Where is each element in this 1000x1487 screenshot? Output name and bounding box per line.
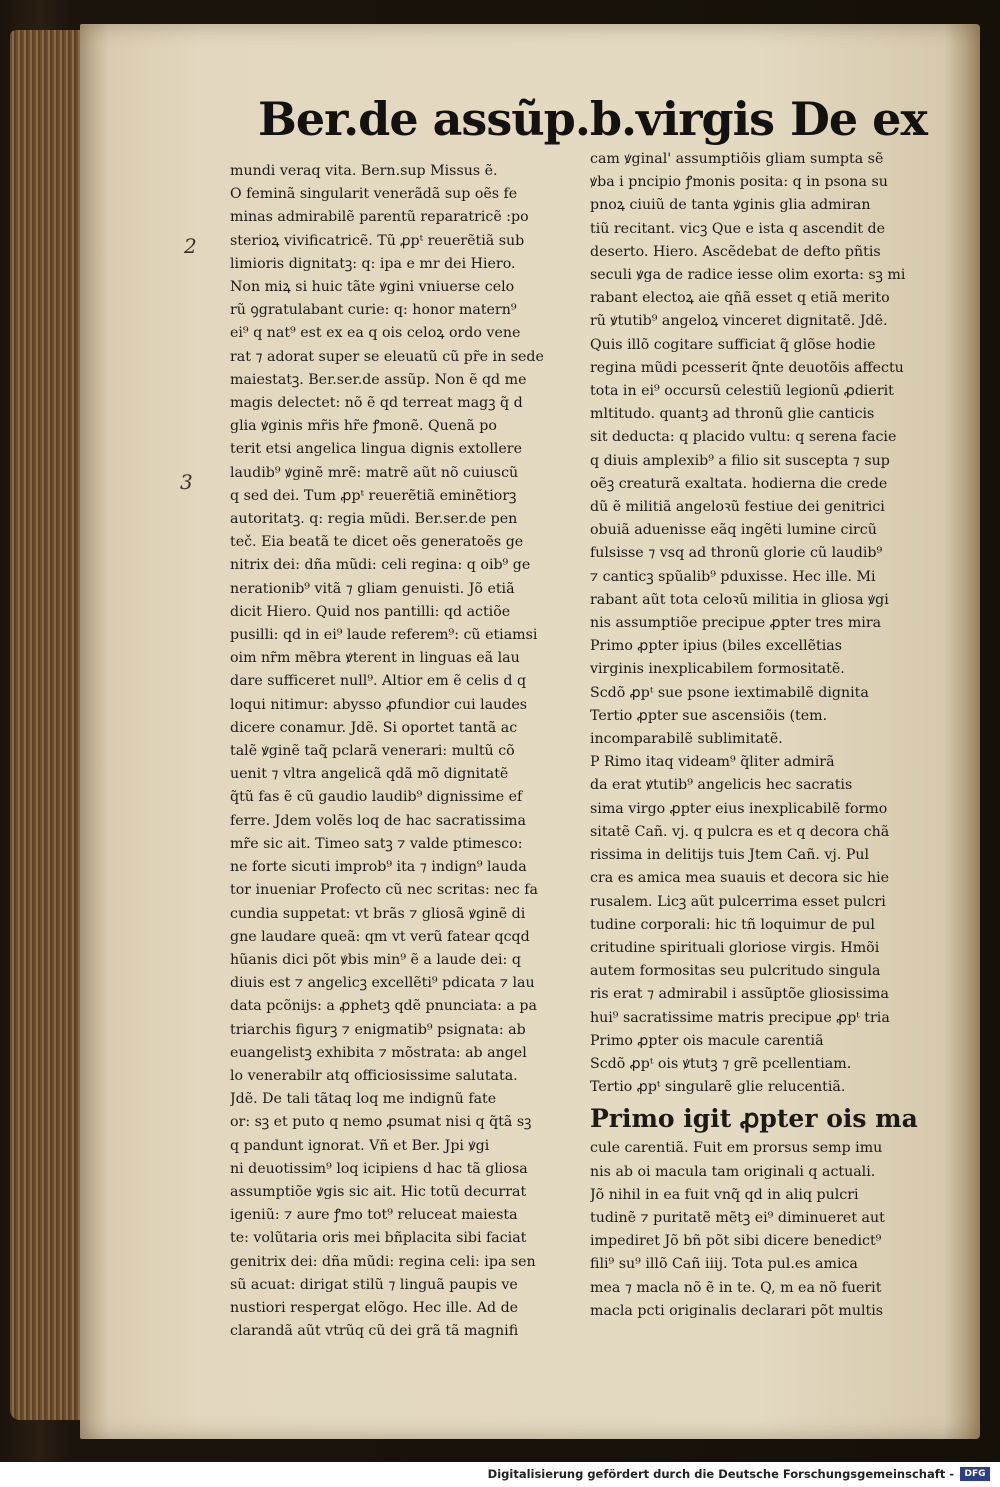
text-line: gne laudare queã: qm vt verũ fatear qcqd <box>230 928 530 945</box>
text-line: dare sufficeret null⁹. Altior em ẽ celis d q <box>230 673 527 690</box>
text-line: O feminã singularit venerãdã sup oẽs fe <box>230 186 518 203</box>
text-line: Quis illõ cogitare sufficiat q̃ glõse hodie <box>590 336 876 353</box>
text-line: Primo igit ꝓpter ois ma <box>590 1104 918 1134</box>
dfg-logo: DFG <box>960 1467 990 1481</box>
book-page-edges <box>10 30 82 1420</box>
text-line: nis assumptiõe precipue ꝓpter tres mira <box>590 615 882 632</box>
text-line: cam ꝟginal' assumptiõis gliam sumpta sẽ <box>590 151 884 167</box>
text-line: rusalem. Licꝫ aũt pulcerrima esset pulcri <box>590 893 886 910</box>
text-line: Tertio ꝓpter sue ascensiõis (tem. <box>590 707 828 724</box>
text-line: Primo ꝓpter ois macule carentiã <box>590 1032 824 1049</box>
text-line: impediret Jõ bñ põt sibi dicere benedict⁹ <box>590 1233 882 1250</box>
text-line: nis ab oi macula tam originali q actuali. <box>590 1163 876 1180</box>
text-line: te: volũtaria oris mei bñplacita sibi faciat <box>230 1230 527 1247</box>
text-line: sitatẽ Cañ. vj. q pulcra es et q decora chã <box>590 823 890 840</box>
text-line: maiestatꝫ. Ber.ser.de assũp. Non ẽ qd me <box>230 371 527 388</box>
text-line: tor inueniar Profecto cũ nec scritas: nec fa <box>230 882 538 899</box>
text-line: triarchis figurꝫ ⁊ enigmatib⁹ psignata: ab <box>230 1021 526 1038</box>
digitization-footer <box>0 1462 1000 1487</box>
text-line: nerationib⁹ vitã ⁊ gliam genuisti. Jõ etiã <box>230 580 515 597</box>
text-line: cundia suppetat: vt brãs ⁊ gliosã ꝟginẽ di <box>230 905 526 922</box>
text-line: Primo ꝓpter ipius (biles excellẽtias <box>590 638 842 655</box>
text-column-right <box>590 148 945 1323</box>
text-line: tiũ recitant. vicꝫ Que e ista q ascendit de <box>590 220 886 237</box>
text-line: obuiã aduenisse eãq ingẽti lumine circũ <box>590 522 877 539</box>
text-line: mundi veraq vita. Bern.sup Missus ẽ. <box>230 163 498 179</box>
text-line: sima virgo ꝓpter eius inexplicabilẽ formo <box>590 800 888 817</box>
text-line: terit etsi angelica lingua dignis extollere <box>230 441 522 458</box>
text-line: magis delectet: nõ ẽ qd terreat magꝫ q̃ d <box>230 395 523 412</box>
text-line: fulsisse ⁊ vsq ad thronũ glorie cũ laudib⁹ <box>590 545 883 562</box>
margin-number: 3 <box>180 470 193 494</box>
running-header-left: Ber.de assũp.b.virgis <box>258 92 774 146</box>
margin-number: 2 <box>184 234 197 258</box>
text-line: deserto. Hiero. Ascẽdebat de defto pñtis <box>590 243 881 260</box>
text-line: rũ ꝟtutib⁹ angeloꝝ vinceret dignitatẽ. Jdẽ. <box>590 313 888 330</box>
text-line: laudib⁹ ꝟginẽ mrẽ: matrẽ aũt nõ cuiuscũ <box>230 464 519 481</box>
text-line: sterioꝝ vivificatricẽ. Tũ ꝓpᵗ reuerẽtiã sub <box>230 232 525 249</box>
text-line: nitrix dei: dña mũdi: celi regina: q oib⁹ ge <box>230 557 531 574</box>
text-line: igeniũ: ⁊ aure ꝭmo tot⁹ reluceat maiesta <box>230 1207 518 1224</box>
text-line: ꝟba i pncipio ꝭmonis posita: q in psona su <box>590 174 888 191</box>
text-line: incomparabilẽ sublimitatẽ. <box>590 731 783 748</box>
text-line: q sed dei. Tum ꝓpᵗ reuerẽtiã eminẽtiorꝫ <box>230 487 517 504</box>
text-line: tudinẽ ⁊ puritatẽ mẽtꝫ ei⁹ diminueret aut <box>590 1209 885 1226</box>
text-line: ni deuotissim⁹ loq icipiens d hac tã gliosa <box>230 1160 528 1177</box>
text-line: Jdẽ. De tali tãtaq loq me indignũ fate <box>230 1091 497 1108</box>
text-line: ne forte sicuti improb⁹ ita ⁊ indign⁹ lauda <box>230 859 527 876</box>
text-line: Tertio ꝓpᵗ singularẽ glie relucentiã. <box>590 1079 846 1096</box>
text-line: da erat ꝟtutib⁹ angelicis hec sacratis <box>590 777 853 794</box>
text-line: critudine spirituali gloriose virgis. Hmõi <box>590 939 880 956</box>
text-line: autem formositas seu pulcritudo singula <box>590 963 881 980</box>
text-line: ⁊ canticꝫ spũalib⁹ pduxisse. Hec ille. Mi <box>590 568 876 585</box>
text-line: Jõ nihil in ea fuit vnq̃ qd in aliq pulcri <box>590 1186 859 1203</box>
text-line: ei⁹ q nat⁹ est ex ea q ois celoꝝ ordo vene <box>230 325 521 342</box>
text-line: seculi ꝟga de radice iesse olim exorta: sꝫ mi <box>590 267 906 284</box>
text-line: Non miꝝ si huic tãte ꝟgini vniuerse celo <box>230 279 515 296</box>
text-line: virginis inexplicabilem formositatẽ. <box>590 661 845 678</box>
text-line: hũanis dici põt ꝟbis min⁹ ẽ a laude dei: q <box>230 951 521 968</box>
text-line: ris erat ⁊ admirabil i assũptõe gliosissima <box>590 986 889 1003</box>
text-line: or: sꝫ et puto q nemo ꝓsumat nisi q q̃tã sꝫ <box>230 1114 532 1131</box>
text-line: q̃tũ fas ẽ cũ gaudio laudib⁹ dignissime ef <box>230 789 523 806</box>
text-line: q diuis amplexib⁹ a filio sit suscepta ⁊ sup <box>590 452 890 469</box>
text-line: clarandã aũt vtrũq cũ dei grã tã magnifi <box>230 1323 519 1340</box>
text-line: sit deducta: q placido vultu: q serena facie <box>590 429 897 446</box>
text-line: mr̃e sic ait. Timeo satꝫ ⁊ valde ptimesco: <box>230 835 523 852</box>
text-line: diuis est ⁊ angelicꝫ excellẽti⁹ pdicata ⁊ lau <box>230 975 535 992</box>
text-line: tota in ei⁹ occursũ celestiũ legionũ ꝓdierit <box>590 383 894 400</box>
text-line: dicit Hiero. Quid nos pantilli: qd actiõe <box>230 603 511 620</box>
text-line: rat ⁊ adorat super se eleuatũ cũ pr̃e in sede <box>230 348 544 365</box>
text-line: Scdõ ꝓpᵗ sue psone iextimabilẽ dignita <box>590 684 869 701</box>
text-line: limioris dignitatꝫ: q: ipa e mr dei Hiero. <box>230 255 516 272</box>
text-line: P Rimo itaq videam⁹ q̃liter admirã <box>590 754 835 771</box>
text-line: pnoꝝ ciuiũ de tanta ꝟginis glia admiran <box>590 197 871 214</box>
text-line: tudine corporali: hic tñ loquimur de pul <box>590 916 875 933</box>
text-line: rabant electoꝝ aie qñã esset q etiã merito <box>590 290 890 307</box>
text-line: glia ꝟginis mr̃is hr̃e ꝭmonẽ. Quenã po <box>230 418 497 435</box>
text-line: rissima in delitijs tuis Jtem Cañ. vj. Pul <box>590 847 870 864</box>
text-line: euangelistꝫ exhibita ⁊ mõstrata: ab angel <box>230 1044 527 1061</box>
text-line: rũ ꝯgratulabant curie: q: honor matern⁹ <box>230 302 517 319</box>
text-line: nustiori respergat elõgo. Hec ille. Ad de <box>230 1299 519 1316</box>
text-line: mltitudo. quantꝫ ad thronũ glie canticis <box>590 406 875 423</box>
text-line: talẽ ꝟginẽ taq̃ pclarã venerari: multũ cõ <box>230 743 515 760</box>
text-line: data pcõnijs: a ꝓphetꝫ qdẽ pnunciata: a pa <box>230 998 537 1015</box>
text-column-left <box>230 160 580 1343</box>
text-line: macla pcti originalis declarari põt multis <box>590 1302 884 1319</box>
text-line: hui⁹ sacratissime matris precipue ꝓpᵗ tria <box>590 1009 890 1026</box>
text-line: regina mũdi pcesserit q̃nte deuotõis affectu <box>590 359 904 376</box>
text-line: autoritatꝫ. q: regia mũdi. Ber.ser.de pen <box>230 511 518 528</box>
text-line: dũ ẽ militiã angeloꝛũ festiue dei genitrici <box>590 499 885 516</box>
text-line: minas admirabilẽ parentũ reparatricẽ :po <box>230 209 529 226</box>
text-line: oẽꝫ creaturã exaltata. hodierna die crede <box>590 475 888 492</box>
text-line: sũ acuat: dirigat stilũ ⁊ linguã paupis ve <box>230 1276 518 1293</box>
text-line: oim nr̃m mẽbra ꝟterent in linguas eã lau <box>230 650 520 667</box>
text-line: mea ⁊ macla nõ ẽ in te. Q, m ea nõ fuerit <box>590 1279 882 1296</box>
funding-notice: Digitalisierung gefördert durch die Deutsche Forschungsgemeinschaft - <box>487 1467 954 1481</box>
text-line: genitrix dei: dña mũdi: regina celi: ipa sen <box>230 1253 536 1270</box>
text-line: cra es amica mea suauis et decora sic hie <box>590 870 890 887</box>
text-line: teč. Eia beatã te dicet oẽs generatoẽs ge <box>230 534 524 551</box>
text-line: loqui nitimur: abysso ꝓfundior cui laudes <box>230 696 528 713</box>
text-line: assumptiõe ꝟgis sic ait. Hic totũ decurrat <box>230 1183 527 1200</box>
text-line: fili⁹ su⁹ illõ Cañ iiij. Tota pul.es amica <box>590 1256 858 1273</box>
text-line: lo venerabilr atq officiosissime salutata. <box>230 1067 518 1084</box>
text-line: pusilli: qd in ei⁹ laude referem⁹: cũ etiamsi <box>230 627 538 644</box>
text-line: ferre. Jdem volẽs loq de hac sacratissima <box>230 812 526 829</box>
running-header-right: De ex <box>790 92 927 146</box>
text-line: dicere conamur. Jdẽ. Si oportet tantã ac <box>230 719 518 736</box>
text-line: rabant aũt tota celoꝛũ militia in gliosa ꝟgi <box>590 591 889 608</box>
text-line: cule carentiã. Fuit em prorsus semp imu <box>590 1140 883 1157</box>
text-line: Scdõ ꝓpᵗ ois ꝟtutꝫ ⁊ grẽ pcellentiam. <box>590 1055 852 1072</box>
text-line: q pandunt ignorat. Vñ et Ber. Jpi ꝟgi <box>230 1137 490 1154</box>
text-line: uenit ⁊ vltra angelicã qdã mõ dignitatẽ <box>230 766 509 783</box>
